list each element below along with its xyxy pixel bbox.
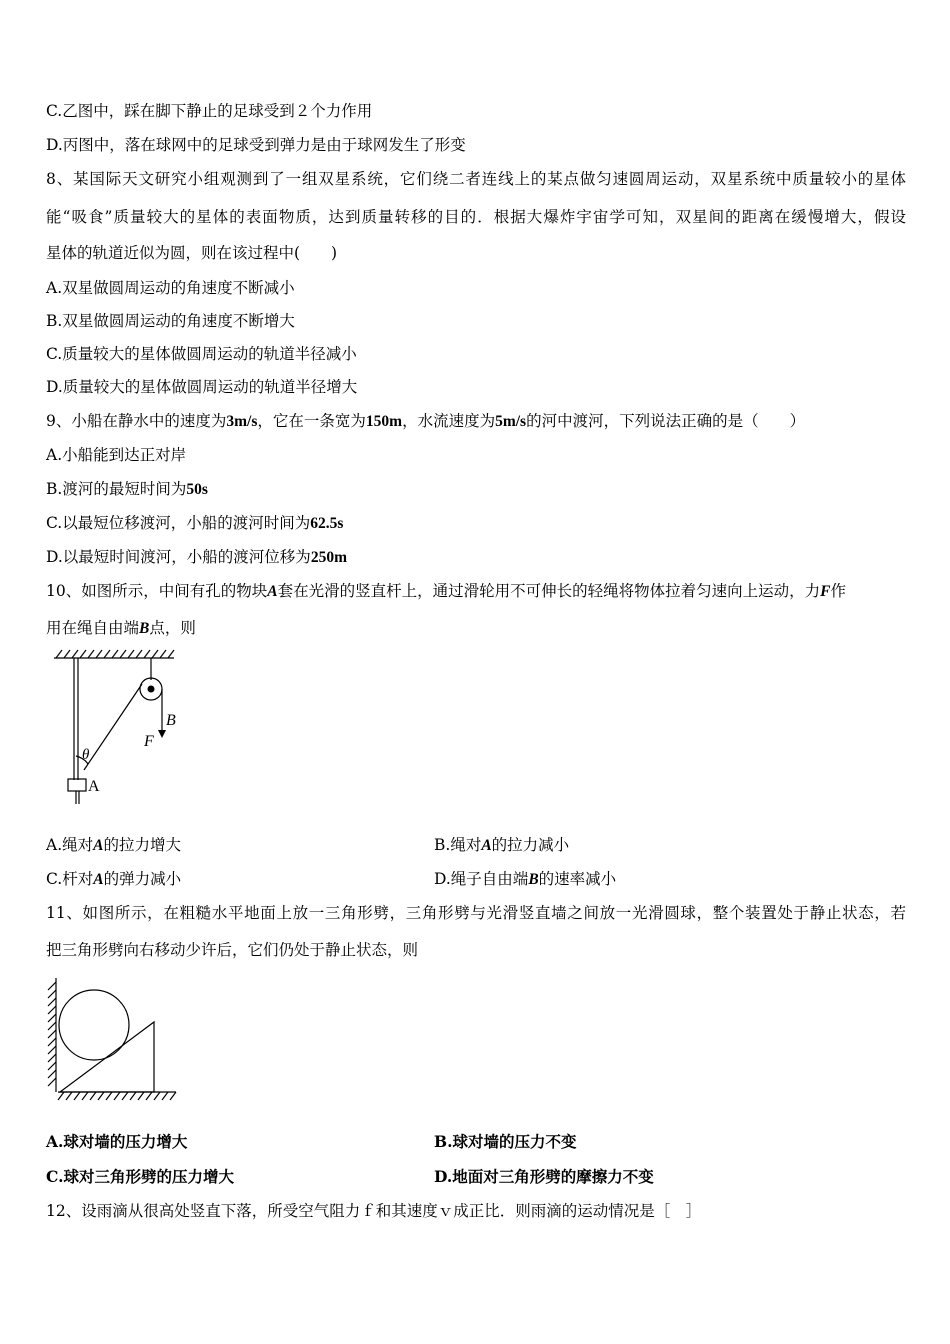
smooth-ball	[59, 990, 129, 1060]
q10-option-c: C.杆对A的弹力减小	[46, 870, 182, 888]
q9-option-b: B.渡河的最短时间为50s	[46, 480, 208, 498]
force-arrowhead	[158, 730, 166, 738]
q11-option-b: B.球对墙的压力不变	[434, 1132, 577, 1151]
q9-option-d: D.以最短时间渡河，小船的渡河位移为250m	[46, 548, 347, 566]
q8-stem-line1: 8、某国际天文研究小组观测到了一组双星系统，它们绕二者连线上的某点做匀速圆周运动，双星系统中质量较小的星体	[46, 170, 906, 188]
q10-option-a: A.绳对A的拉力增大	[46, 836, 181, 854]
ground-hatch	[58, 1092, 176, 1100]
q8-option-d: D.质量较大的星体做圆周运动的轨道半径增大	[46, 378, 358, 396]
ceiling-hatch	[56, 650, 174, 658]
q11-stem-line1: 11、如图所示，在粗糙水平地面上放一三角形劈，三角形劈与光滑竖直墙之间放一光滑圆球，整个装置处于静止状态，若	[46, 904, 906, 922]
triangular-wedge	[60, 1022, 154, 1092]
q8-option-a: A.双星做圆周运动的角速度不断减小	[46, 279, 295, 297]
q7-option-c: C.乙图中，踩在脚下静止的足球受到２个力作用	[46, 102, 373, 120]
q7-option-d: D.丙图中，落在球网中的足球受到弹力是由于球网发生了形变	[46, 136, 466, 154]
q10-option-b: B.绳对A的拉力减小	[434, 836, 570, 854]
q12-stem: 12、设雨滴从很高处竖直下落，所受空气阻力ｆ和其速度ｖ成正比．则雨滴的运动情况是［ ］	[46, 1202, 702, 1220]
label-f: F	[144, 733, 154, 750]
q11-option-d: D.地面对三角形劈的摩擦力不变	[434, 1167, 654, 1186]
q9-option-c: C.以最短位移渡河，小船的渡河时间为62.5s	[46, 514, 344, 532]
pulley-axle	[148, 686, 155, 693]
q11-option-a: A.球对墙的压力增大	[46, 1132, 188, 1151]
q11-wedge-figure	[44, 974, 182, 1106]
q11-stem-line2: 把三角形劈向右移动少许后，它们仍处于静止状态，则	[46, 941, 419, 959]
q8-option-c: C.质量较大的星体做圆周运动的轨道半径减小	[46, 345, 357, 363]
q10-pulley-figure	[48, 646, 188, 812]
q11-option-c: C.球对三角形劈的压力增大	[46, 1167, 234, 1186]
wall-hatch	[48, 982, 56, 1086]
q10-option-d: D.绳子自由端B的速率减小	[434, 870, 617, 888]
q9-stem: 9、小船在静水中的速度为3m/s，它在一条宽为150m，水流速度为5m/s的河中渡河，下列说法正确的是（ ）	[46, 412, 806, 430]
label-a: A	[88, 778, 100, 795]
q8-option-b: B.双星做圆周运动的角速度不断增大	[46, 312, 295, 330]
q9-option-a: A.小船能到达正对岸	[46, 446, 187, 464]
label-b: B	[166, 712, 176, 729]
q8-stem-line3: 星体的轨道近似为圆，则在该过程中( )	[46, 244, 338, 262]
q10-stem-line2: 用在绳自由端B点，则	[46, 619, 196, 637]
label-theta: θ	[82, 747, 90, 763]
block-a	[68, 779, 86, 791]
rope-to-block	[84, 684, 142, 770]
q10-stem-line1: 10、如图所示，中间有孔的物块A套在光滑的竖直杆上，通过滑轮用不可伸长的轻绳将物体拉着匀速向上运动，力F作	[46, 582, 846, 600]
q8-stem-line2: 能“吸食”质量较大的星体的表面物质，达到质量转移的目的．根据大爆炸宇宙学可知，双星间的距离在缓慢增大，假设	[46, 208, 906, 226]
